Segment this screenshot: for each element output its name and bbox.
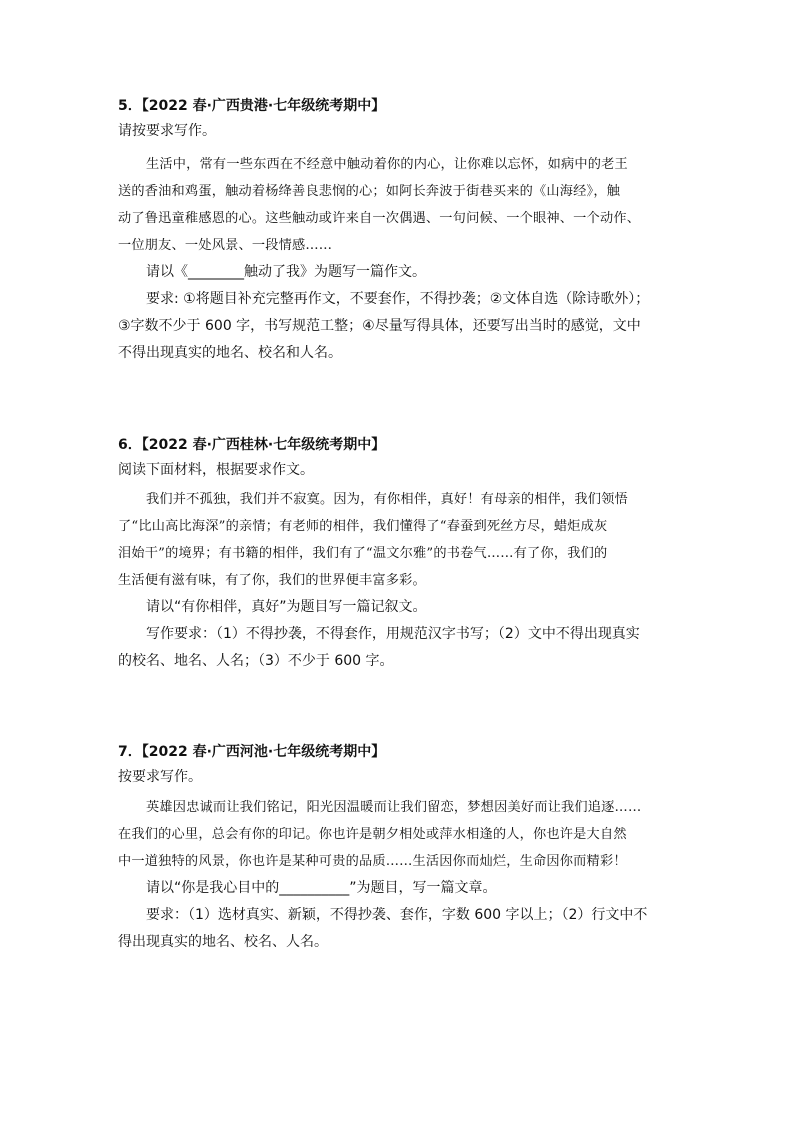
question-instruction: 请按要求写作。: [118, 123, 216, 139]
question-5: [118, 94, 683, 367]
requirement-line: 不得出现真实的地名、校名和人名。: [118, 345, 342, 361]
requirement-line: 要求: ①将题目补充完整再作文，不要套作，不得抄袭；②文体自选（除诗歌外）；: [146, 291, 650, 307]
question-instruction: 按要求写作。: [118, 769, 202, 785]
requirement-line: ③字数不少于 600 字，书写规范工整；④尽量写得具体，还要写出当时的感觉，文中: [118, 318, 641, 334]
material-line: 生活中，常有一些东西在不经意中触动着你的内心，让你难以忘怀，如病中的老王: [146, 157, 628, 172]
material-line: 中一道独特的风景，你也许是某种可贵的品质……生活因你而灿烂，生命因你而精彩！: [118, 854, 627, 869]
question-heading: 6．【2022 春·广西桂林·七年级统考期中】: [118, 437, 386, 453]
question-heading: 7．【2022 春·广西河池·七年级统考期中】: [118, 744, 386, 760]
question-heading: 5．【2022 春·广西贵港·七年级统考期中】: [118, 98, 386, 114]
requirement-line: 写作要求：（1）不得抄袭，不得套作，用规范汉字书写；（2）文中不得出现真实: [146, 626, 640, 642]
writing-prompt: 请以“你是我心目中的__________”为题目，写一篇文章。: [146, 880, 497, 896]
material-line: 生活便有滋有味，有了你，我们的世界便丰富多彩。: [118, 573, 426, 588]
question-7: [118, 740, 683, 956]
material-line: 在我们的心里，总会有你的印记。你也许是朝夕相处或萍水相逢的人，你也许是大自然: [118, 827, 627, 842]
question-instruction: 阅读下面材料，根据要求作文。: [118, 462, 314, 478]
requirement-line: 得出现真实的地名、校名、人名。: [118, 934, 328, 950]
material-line: 了“比山高比海深”的亲情；有老师的相伴，我们懂得了“春蚕到死丝方尽，蜡炬成灰: [118, 519, 608, 534]
writing-prompt: 请以《________触动了我》为题写一篇作文。: [146, 264, 426, 280]
requirement-line: 的校名、地名、人名；（3）不少于 600 字。: [118, 653, 394, 669]
writing-prompt: 请以“有你相伴，真好”为题目写一篇记叙文。: [146, 599, 427, 615]
material-line: 送的香油和鸡蛋，触动着杨绛善良悲悯的心；如阿长奔波于街巷买来的《山海经》，触: [118, 184, 621, 199]
material-line: 动了鲁迅童稚感恩的心。这些触动或许来自一次偶遇、一句问候、一个眼神、一个动作、: [118, 211, 641, 226]
material-line: 泪始干”的境界；有书籍的相伴，我们有了“温文尔雅”的书卷气……有了你，我们的: [118, 546, 608, 561]
material-line: 我们并不孤独，我们并不寂寞。因为，有你相伴，真好！有母亲的相伴，我们领悟: [146, 492, 628, 507]
question-6: [118, 433, 683, 675]
material-line: 英雄因忠诚而让我们铭记，阳光因温暖而让我们留恋，梦想因美好而让我们追逐……: [146, 800, 642, 815]
requirement-line: 要求：（1）选材真实、新颖，不得抄袭、套作，字数 600 字以上；（2）行文中不: [146, 907, 648, 923]
material-line: 一位朋友、一处风景、一段情感……: [118, 238, 333, 253]
